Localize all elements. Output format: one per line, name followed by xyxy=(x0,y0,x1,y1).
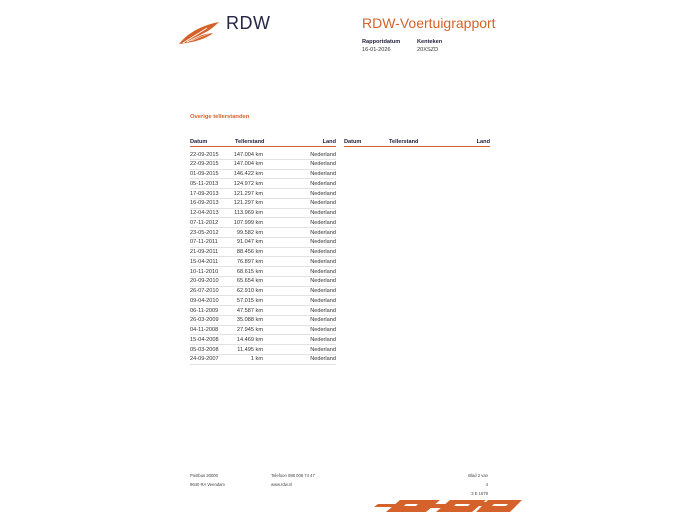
table-row xyxy=(190,316,336,326)
cell-tellerstand: 14.469 km xyxy=(236,336,263,343)
table-row xyxy=(190,238,336,248)
cell-land: Nederland xyxy=(310,161,336,168)
cell-land: Nederland xyxy=(310,171,336,177)
cell-datum: 15-04-2011 xyxy=(190,258,219,265)
table-row xyxy=(190,335,336,345)
cell-datum: 07-11-2012 xyxy=(190,219,219,226)
cell-datum: 04-11-2008 xyxy=(190,327,219,333)
cell-tellerstand: 91.047 km xyxy=(236,239,263,246)
footer-line: Blad 2 van 4 xyxy=(468,473,488,487)
cell-land: Nederland xyxy=(310,317,336,324)
rdw-logo-icon xyxy=(177,20,221,46)
table-row xyxy=(190,199,336,209)
table-row xyxy=(190,179,336,189)
table-row xyxy=(190,248,336,258)
footer-page-info xyxy=(466,471,488,498)
cell-datum: 06-11-2009 xyxy=(190,307,219,314)
table-body xyxy=(190,150,336,365)
table-row xyxy=(190,296,336,306)
cell-tellerstand: 147.004 km xyxy=(233,161,263,168)
table-row xyxy=(190,345,336,355)
logo-text: RDW xyxy=(226,13,271,33)
footer-line: Postbus 30000 xyxy=(190,473,218,478)
cell-land: Nederland xyxy=(310,336,336,343)
cell-datum: 20-09-2010 xyxy=(190,278,219,285)
cell-land: Nederland xyxy=(310,151,336,158)
cell-tellerstand: 107.999 km xyxy=(233,219,263,226)
cell-land: Nederland xyxy=(310,278,336,285)
cell-tellerstand: 147.004 km xyxy=(233,151,263,158)
cell-datum: 21-09-2011 xyxy=(190,249,219,255)
table-row xyxy=(190,277,336,287)
cell-land: Nederland xyxy=(310,288,336,294)
footer-line: 9640 RA Veendam xyxy=(190,482,225,487)
odometer-table-right xyxy=(344,139,490,147)
cell-tellerstand: 1 km xyxy=(250,356,263,363)
column-header-land: Land xyxy=(322,139,336,145)
cell-tellerstand: 121.297 km xyxy=(233,190,263,197)
table-row xyxy=(190,228,336,238)
cell-land: Nederland xyxy=(310,210,336,216)
footer-contact xyxy=(271,471,315,489)
table-row xyxy=(190,287,336,297)
cell-land: Nederland xyxy=(310,258,336,265)
table-row xyxy=(190,150,336,160)
cell-land: Nederland xyxy=(310,327,336,333)
cell-datum: 10-11-2010 xyxy=(190,268,219,275)
cell-datum: 07-11-2011 xyxy=(190,239,218,246)
cell-land: Nederland xyxy=(310,200,336,207)
footer-line: Telefoon 088 008 74 47 xyxy=(271,473,315,478)
cell-tellerstand: 88.456 km xyxy=(236,249,263,255)
cell-datum: 22-09-2015 xyxy=(190,161,219,168)
table-row xyxy=(190,209,336,219)
cell-land: Nederland xyxy=(310,356,336,363)
table-header xyxy=(344,139,490,147)
cell-land: Nederland xyxy=(310,180,336,187)
cell-datum: 12-04-2013 xyxy=(190,210,219,216)
cell-land: Nederland xyxy=(310,268,336,275)
cell-datum: 23-05-2012 xyxy=(190,229,219,236)
cell-tellerstand: 99.582 km xyxy=(236,229,263,236)
table-header xyxy=(190,139,336,147)
table-row xyxy=(190,326,336,336)
cell-datum: 09-04-2010 xyxy=(190,297,219,304)
cell-tellerstand: 62.910 km xyxy=(236,288,263,294)
column-header-datum: Datum xyxy=(190,139,208,145)
section-title: Overige tellerstanden xyxy=(190,114,250,120)
cell-datum: 17-09-2013 xyxy=(190,190,219,197)
cell-tellerstand: 124.972 km xyxy=(233,180,263,187)
cell-land: Nederland xyxy=(310,307,336,314)
cell-tellerstand: 146.422 km xyxy=(233,171,263,177)
cell-tellerstand: 65.654 km xyxy=(236,278,263,285)
cell-tellerstand: 35.088 km xyxy=(236,317,263,324)
cell-land: Nederland xyxy=(310,219,336,226)
column-header-land: Land xyxy=(476,139,490,145)
table-row xyxy=(190,160,336,170)
table-row xyxy=(190,355,336,365)
meta-label: Rapportdatum xyxy=(362,39,401,45)
cell-tellerstand: 121.297 km xyxy=(233,200,263,207)
cell-datum: 22-09-2015 xyxy=(190,151,219,158)
cell-land: Nederland xyxy=(310,229,336,236)
cell-datum: 05-11-2013 xyxy=(190,180,219,187)
footer-address xyxy=(190,471,225,489)
cell-tellerstand: 113.969 km xyxy=(234,210,263,216)
table-row xyxy=(190,218,336,228)
cell-tellerstand: 11.495 km xyxy=(237,346,263,353)
cell-tellerstand: 27.945 km xyxy=(236,327,263,333)
cell-land: Nederland xyxy=(310,190,336,197)
cell-tellerstand: 76.897 km xyxy=(236,258,263,265)
cell-datum: 24-09-2007 xyxy=(190,356,219,363)
meta-value: 16-01-2026 xyxy=(362,47,391,53)
cell-datum: 01-09-2015 xyxy=(190,171,219,177)
meta-value: 20XSZD xyxy=(417,47,439,53)
cell-datum: 05-03-2008 xyxy=(190,346,219,353)
orange-stripes-icon xyxy=(370,498,526,514)
table-row xyxy=(190,267,336,277)
footer-line: 3 E 1679 xyxy=(471,491,488,496)
cell-tellerstand: 57.015 km xyxy=(236,297,263,304)
cell-land: Nederland xyxy=(310,249,336,255)
cell-land: Nederland xyxy=(310,346,336,353)
cell-datum: 16-09-2013 xyxy=(190,200,219,207)
meta-license-plate xyxy=(417,39,442,53)
table-row xyxy=(190,257,336,267)
cell-land: Nederland xyxy=(310,297,336,304)
cell-land: Nederland xyxy=(310,239,336,246)
table-row xyxy=(190,189,336,199)
odometer-table-left xyxy=(190,139,336,365)
table-row xyxy=(190,170,336,180)
cell-datum: 26-07-2010 xyxy=(190,288,219,294)
meta-label: Kenteken xyxy=(417,39,443,45)
column-header-datum: Datum xyxy=(344,139,362,145)
column-header-tellerstand: Tellerstand xyxy=(235,139,265,145)
column-header-tellerstand: Tellerstand xyxy=(389,139,419,145)
cell-tellerstand: 47.587 km xyxy=(236,307,263,314)
cell-datum: 26-03-2009 xyxy=(190,317,219,324)
meta-report-date xyxy=(362,39,400,53)
document-title: RDW-Voertuigrapport xyxy=(362,15,496,31)
cell-tellerstand: 68.615 km xyxy=(236,268,263,275)
cell-datum: 15-04-2008 xyxy=(190,336,219,343)
table-row xyxy=(190,306,336,316)
footer-line: www.rdw.nl xyxy=(271,482,292,487)
